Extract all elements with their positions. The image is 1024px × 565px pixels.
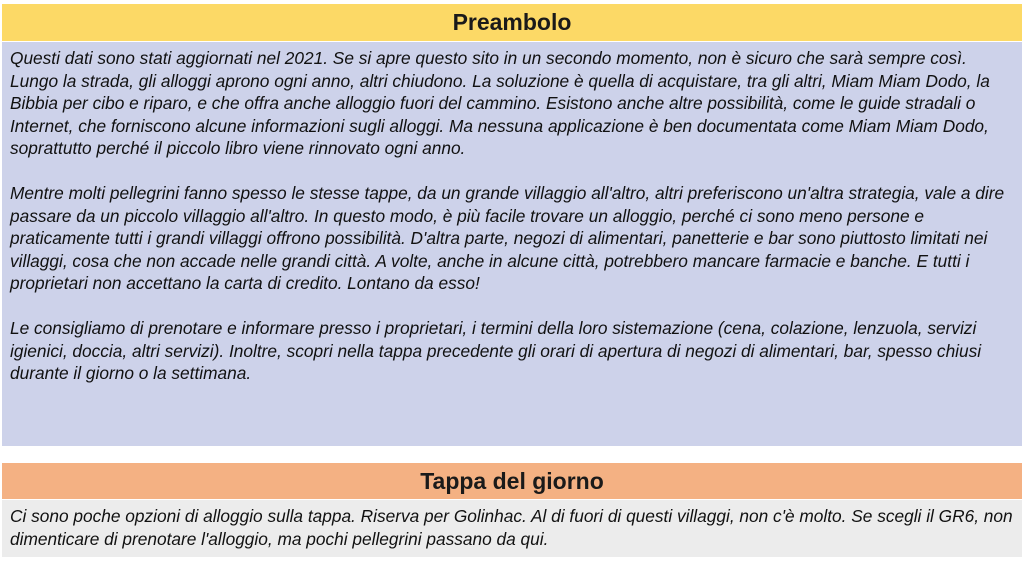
- preamble-paragraph-2: Mentre molti pellegrini fanno spesso le stesse tappe, da un grande villaggio all'altro, altri preferiscono un'altra strategia, vale a dire passare da un piccolo villaggio all'altro. In questo modo, è più facile trovare un alloggio, perché ci sono meno persone e praticamente tutti i grandi villaggi offrono possibilità. D'altra parte, negozi di alimentari, panetterie e bar sono piuttosto limitati nei villaggi, cosa che non accade nelle grandi città. A volte, anche in alcune città, potrebbero mancare farmacie e banche. E tutti i proprietari non accettano la carta di credito. Lontano da esso!: [10, 183, 1005, 293]
- preamble-title: Preambolo: [2, 4, 1022, 41]
- preamble-text-box: [2, 42, 1022, 446]
- preamble-paragraph-1: Questi dati sono stati aggiornati nel 2021. Se si apre questo sito in un secondo momento, non è sicuro che sarà sempre così. Lungo la strada, gli alloggi aprono ogni anno, altri chiudono. La soluzione è quella di acquistare, tra gli altri, Miam Miam Dodo, la Bibbia per cibo e riparo, e che offra anche alloggio fuori del cammino. Esistono anche altre possibilità, come le guide stradali o Internet, che forniscono alcune informazioni sugli alloggi. Ma nessuna applicazione è ben documentata come Miam Miam Dodo, soprattutto perché il piccolo libro viene rinnovato ogni anno.: [10, 48, 990, 158]
- stage-title: Tappa del giorno: [2, 463, 1022, 499]
- preamble-paragraph-3: Le consigliamo di prenotare e informare presso i proprietari, i termini della loro sistemazione (cena, colazione, lenzuola, servizi igienici, doccia, altri servizi). Inoltre, scopri nella tappa precedente gli orari di apertura di negozi di alimentari, bar, spesso chiusi durante il giorno o la settimana.: [10, 318, 982, 383]
- stage-text-box: Ci sono poche opzioni di alloggio sulla tappa. Riserva per Golinhac. Al di fuori di questi villaggi, non c'è molto. Se scegli il GR6, non dimenticare di prenotare l'alloggio, ma pochi pellegrini passano da qui.: [2, 500, 1022, 557]
